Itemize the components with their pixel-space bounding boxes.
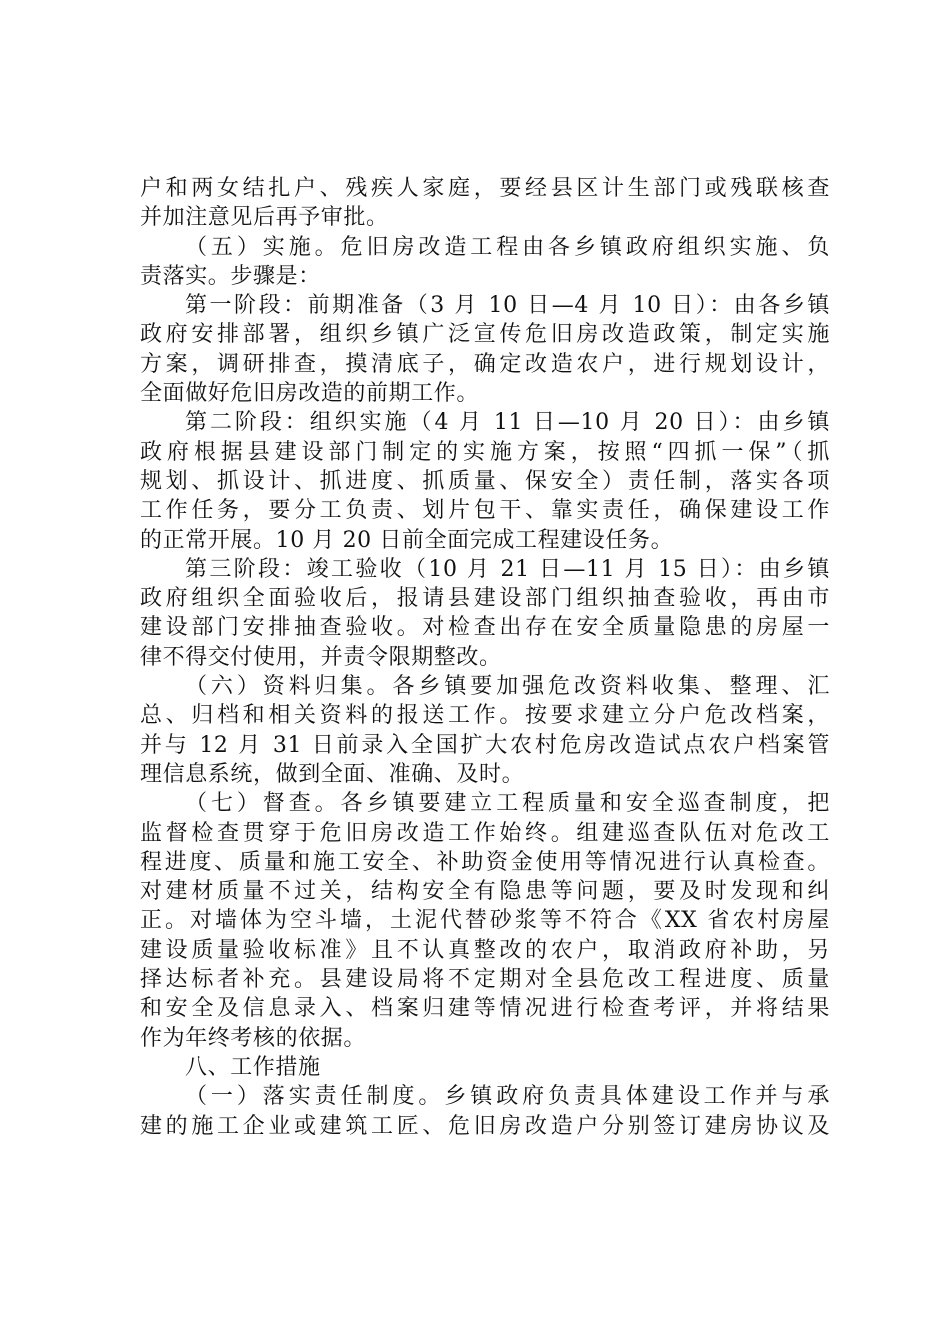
paragraph-line: 责落实。步骤是： xyxy=(140,263,321,289)
paragraph-line: 并与 12 月 31 日前录入全国扩大农村危房改造试点农户档案管 xyxy=(140,732,830,758)
paragraph-line: （一）落实责任制度。乡镇政府负责具体建设工作并与承 xyxy=(185,1084,830,1110)
paragraph-line: 作为年终考核的依据。 xyxy=(140,1025,367,1051)
paragraph-line: 第一阶段：前期准备（3 月 10 日—4 月 10 日）：由各乡镇 xyxy=(185,293,830,319)
paragraph-line: 方案，调研排查，摸清底子，确定改造农户，进行规划设计， xyxy=(140,351,830,377)
paragraph-line: 第三阶段：竣工验收（10 月 21 日—11 月 15 日）：由乡镇 xyxy=(185,556,830,582)
section-heading: 八、工作措施 xyxy=(185,1054,321,1080)
paragraph-line: 建的施工企业或建筑工匠、危旧房改造户分别签订建房协议及 xyxy=(140,1113,830,1139)
paragraph-line: 总、归档和相关资料的报送工作。按要求建立分户危改档案， xyxy=(140,703,830,729)
paragraph-line: 和安全及信息录入、档案归建等情况进行检查考评，并将结果 xyxy=(140,996,830,1022)
paragraph-line: 规划、抓设计、抓进度、抓质量、保安全）责任制，落实各项 xyxy=(140,468,830,494)
paragraph-line: 全面做好危旧房改造的前期工作。 xyxy=(140,381,480,407)
paragraph-line: 户和两女结扎户、残疾人家庭，要经县区计生部门或残联核查 xyxy=(140,176,830,201)
paragraph-line: 政府安排部署，组织乡镇广泛宣传危旧房改造政策，制定实施 xyxy=(140,322,830,348)
paragraph-line: 建设质量验收标准》且不认真整改的农户，取消政府补助，另 xyxy=(140,937,830,963)
paragraph-line: （五）实施。危旧房改造工程由各乡镇政府组织实施、负 xyxy=(185,234,830,260)
paragraph-line: 并加注意见后再予审批。 xyxy=(140,205,389,231)
paragraph-line: 正。对墙体为空斗墙，土泥代替砂浆等不符合《XX 省农村房屋 xyxy=(140,908,830,934)
paragraph-line: 建设部门安排抽查验收。对检查出存在安全质量隐患的房屋一 xyxy=(140,615,830,641)
paragraph-line: 工作任务，要分工负责、划片包干、靠实责任，确保建设工作 xyxy=(140,498,830,524)
paragraph-line: （七）督查。各乡镇要建立工程质量和安全巡查制度，把 xyxy=(185,791,830,817)
paragraph-line: 监督检查贯穿于危旧房改造工作始终。组建巡查队伍对危改工 xyxy=(140,820,830,846)
paragraph-line: 的正常开展。10 月 20 日前全面完成工程建设任务。 xyxy=(140,527,674,553)
document-body xyxy=(140,174,830,1141)
paragraph-line: 对建材质量不过关，结构安全有隐患等问题，要及时发现和纠 xyxy=(140,879,830,905)
paragraph-line: 政府根据县建设部门制定的实施方案，按照“四抓一保”（抓 xyxy=(140,439,830,465)
paragraph-line: 第二阶段：组织实施（4 月 11 日—10 月 20 日）：由乡镇 xyxy=(185,410,830,436)
paragraph-line: （六）资料归集。各乡镇要加强危改资料收集、整理、汇 xyxy=(185,674,830,700)
paragraph-line: 政府组织全面验收后，报请县建设部门组织抽查验收，再由市 xyxy=(140,586,830,612)
paragraph-line: 程进度、质量和施工安全、补助资金使用等情况进行认真检查。 xyxy=(140,849,830,875)
paragraph-line: 律不得交付使用，并责令限期整改。 xyxy=(140,644,502,670)
paragraph-line: 理信息系统，做到全面、准确、及时。 xyxy=(140,761,525,787)
paragraph-line: 择达标者补充。县建设局将不定期对全县危改工程进度、质量 xyxy=(140,967,830,993)
